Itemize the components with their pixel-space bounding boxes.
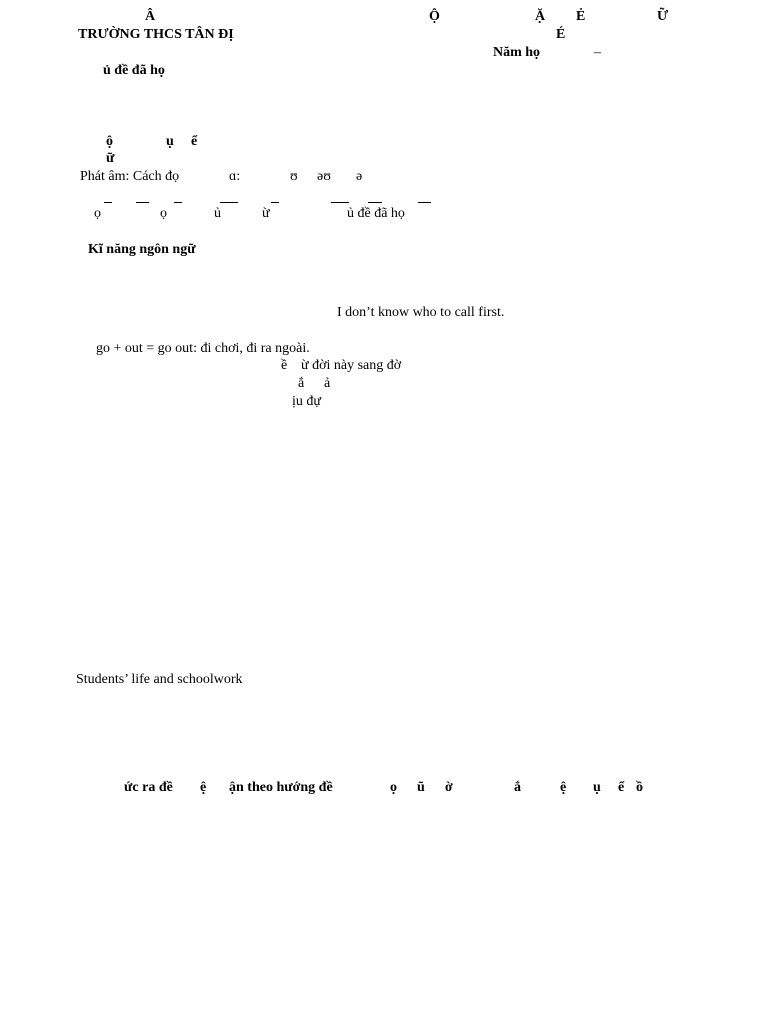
phonetic-symbol: ə xyxy=(356,169,363,184)
footer-fragment: ức ra đề xyxy=(124,780,173,795)
phonetics-label: Phát âm: Cách đọ xyxy=(80,169,180,184)
phonetic-symbol: ɑ: xyxy=(229,169,241,184)
page-subtitle: ủ đề đã họ xyxy=(103,63,165,78)
example-fragment: ắ xyxy=(298,376,305,391)
section-heading-fragment: ụ xyxy=(166,134,174,149)
phonetics-fragment: ọ xyxy=(160,206,167,221)
example-fragment: ừ đời này sang đờ xyxy=(301,358,402,373)
underline-mark xyxy=(331,202,349,203)
underline-mark xyxy=(104,202,112,203)
topic-line: Students’ life and schoolwork xyxy=(76,672,243,687)
footer-fragment: ệ xyxy=(560,780,567,795)
underline-mark xyxy=(136,202,149,203)
underline-mark xyxy=(174,202,182,203)
school-year: Năm họ xyxy=(493,45,541,60)
header-fragment: É xyxy=(556,27,566,42)
phrasal-verb-example: go + out = go out: đi chơi, đi ra ngoài. xyxy=(96,341,310,356)
header-fragment: Â xyxy=(145,9,156,24)
school-name: TRƯỜNG THCS TÂN ĐỊ xyxy=(78,27,234,42)
underline-mark xyxy=(418,202,431,203)
footer-fragment: ờ xyxy=(445,780,453,795)
phonetics-fragment: ủ đề đã họ xyxy=(347,206,405,221)
example-sentence: I don’t know who to call first. xyxy=(337,305,505,320)
footer-fragment: ồ xyxy=(636,780,643,795)
header-fragment: Ẻ xyxy=(576,9,586,24)
footer-fragment: ể xyxy=(618,780,625,795)
footer-fragment: ận theo hướng đề xyxy=(229,780,333,795)
header-fragment: Ộ xyxy=(429,9,440,24)
underline-mark xyxy=(220,202,238,203)
example-fragment: ịu đự xyxy=(292,394,321,409)
header-fragment: Ữ xyxy=(657,9,669,24)
phonetics-fragment: ủ xyxy=(214,206,221,221)
phonetic-symbol: əʊ xyxy=(317,169,331,184)
footer-fragment: ắ xyxy=(514,780,521,795)
example-fragment: ề xyxy=(281,358,288,373)
phonetics-fragment: ừ xyxy=(262,206,270,221)
footer-fragment: ũ xyxy=(417,780,425,795)
underline-mark xyxy=(271,202,279,203)
year-dash: – xyxy=(594,45,601,60)
header-fragment: Ặ xyxy=(535,9,546,24)
skills-heading: Kĩ năng ngôn ngữ xyxy=(88,242,196,257)
example-fragment: ả xyxy=(324,376,331,391)
section-heading-fragment: ữ xyxy=(106,151,115,166)
section-heading-fragment: ộ xyxy=(106,134,113,149)
footer-fragment: ụ xyxy=(593,780,601,795)
footer-fragment: ọ xyxy=(390,780,397,795)
underline-mark xyxy=(368,202,382,203)
phonetics-fragment: ọ xyxy=(94,206,101,221)
phonetic-symbol: ʊ xyxy=(290,169,298,184)
footer-fragment: ệ xyxy=(200,780,207,795)
section-heading-fragment: ể xyxy=(191,134,198,149)
